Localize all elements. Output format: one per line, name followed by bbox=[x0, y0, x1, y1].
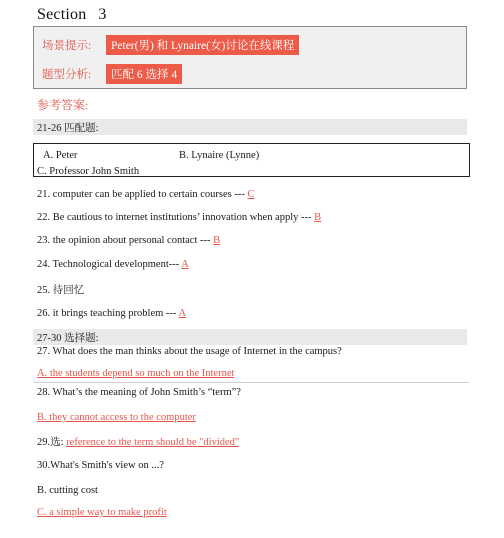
question-29-prefix: 29.选: bbox=[37, 437, 67, 448]
question-26: 26. it brings teaching problem --- A bbox=[37, 308, 187, 319]
section-word: Section bbox=[37, 6, 87, 23]
group-choice-label: 27-30 选择题: bbox=[37, 333, 99, 344]
answer-28: B. they cannot access to the computer bbox=[37, 412, 196, 423]
name-b: B. Lynaire (Lynne) bbox=[179, 150, 260, 161]
type-label: 题型分析: bbox=[42, 69, 92, 81]
question-25: 25. 待回忆 bbox=[37, 285, 85, 296]
question-22: 22. Be cautious to internet institutions’ innovation when apply --- B bbox=[37, 212, 322, 223]
scene-box bbox=[33, 26, 467, 89]
type-value: 匹配 6 选择 4 bbox=[106, 64, 182, 84]
section-title bbox=[37, 6, 107, 24]
question-30-option-b: B. cutting cost bbox=[37, 485, 98, 496]
question-30: 30.What's Smith's view on ...? bbox=[37, 460, 164, 471]
question-28: 28. What’s the meaning of John Smith’s “term”? bbox=[37, 387, 241, 398]
answer-21: C bbox=[247, 189, 255, 200]
group-matching-band bbox=[33, 119, 467, 135]
answer-27: A. the students depend so much on the Internet bbox=[37, 368, 235, 379]
answer-22: B bbox=[314, 212, 322, 223]
answer-29: reference to the term should be "divided" bbox=[66, 437, 240, 448]
name-a: A. Peter bbox=[43, 150, 78, 161]
answer-26: A bbox=[178, 308, 187, 319]
question-21: 21. computer can be applied to certain courses --- C bbox=[37, 189, 255, 200]
scene-hint-label: 场景提示: bbox=[42, 40, 92, 52]
section-number: 3 bbox=[98, 6, 107, 23]
question-23: 23. the opinion about personal contact --- B bbox=[37, 235, 221, 246]
question-24: 24. Technological development--- A bbox=[37, 259, 189, 270]
answer-heading: 参考答案: bbox=[37, 98, 89, 112]
answer-23: B bbox=[213, 235, 221, 246]
scene-hint-value: Peter(男) 和 Lynaire(女)讨论在线课程 bbox=[106, 35, 299, 55]
name-c: C. Professor John Smith bbox=[37, 166, 140, 177]
group-choice-band bbox=[33, 329, 467, 345]
question-27: 27. What does the man thinks about the usage of Internet in the campus? bbox=[37, 346, 342, 357]
question-29 bbox=[37, 434, 239, 449]
group-matching-label: 21-26 匹配题: bbox=[37, 123, 99, 134]
answer-24: A bbox=[181, 259, 189, 270]
divider-line bbox=[33, 382, 469, 383]
answer-30: C. a simple way to make profit bbox=[37, 507, 167, 518]
names-box bbox=[33, 143, 470, 177]
